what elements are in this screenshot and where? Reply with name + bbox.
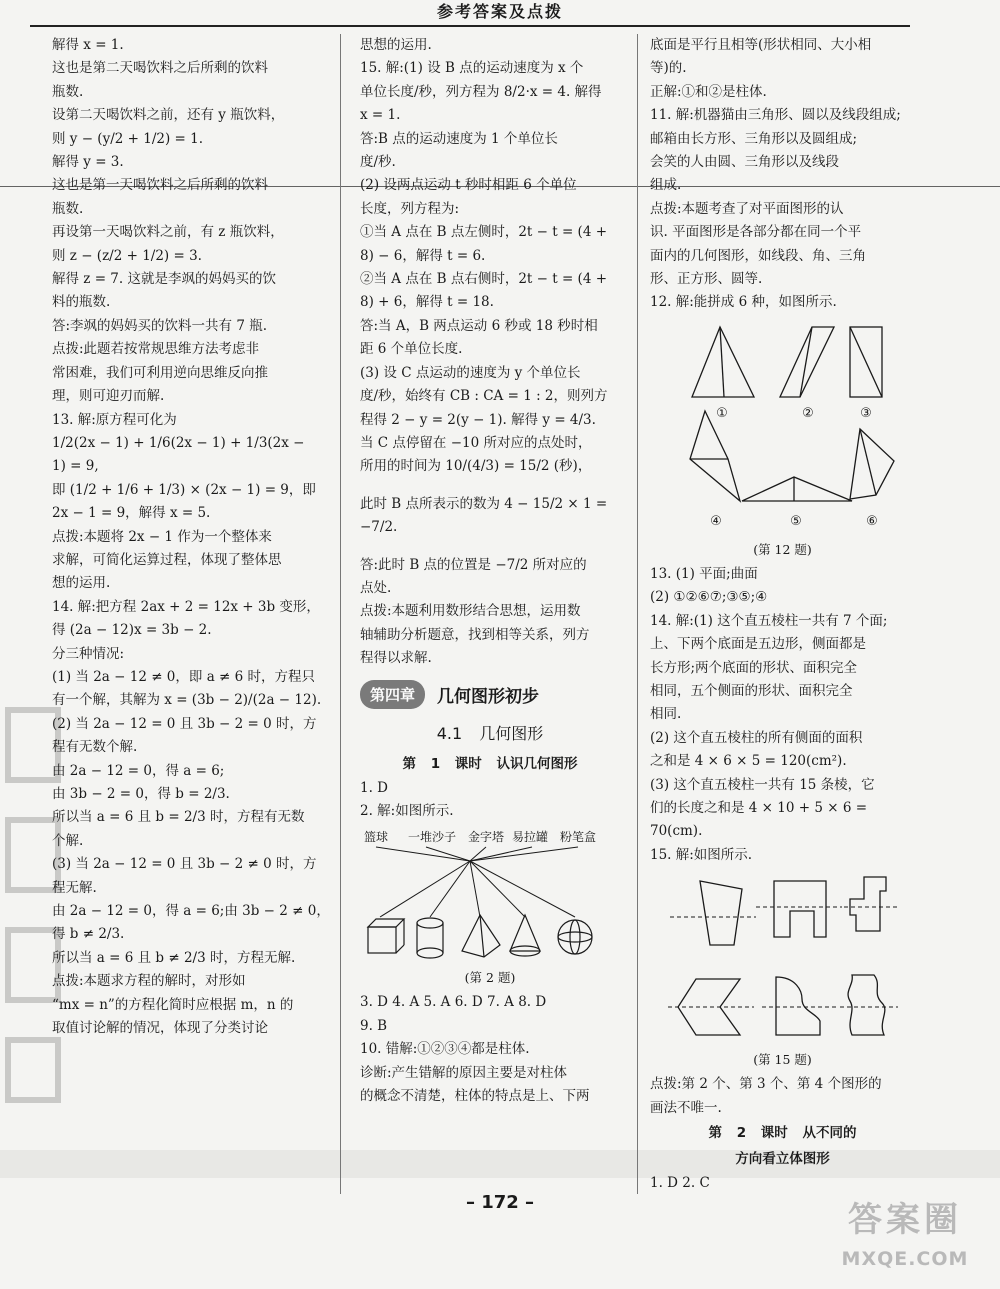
text-line: 点拨:本题求方程的解时，对形如	[52, 973, 246, 990]
text-line: 组成.	[650, 177, 682, 194]
middle-answers-part-3	[360, 991, 620, 1108]
text-line: 之和是 4 × 6 × 5 = 120(cm²).	[650, 753, 847, 770]
chapter-tag: 第四章	[360, 680, 425, 709]
text-line: 思想的运用.	[360, 37, 432, 53]
text-line: x = 1.	[360, 107, 401, 124]
text-line: 形、正方形、圆等.	[650, 271, 763, 288]
text-line: 12. 解:能拼成 6 种，如图所示.	[650, 294, 837, 311]
text-line: 8) − 6，解得 t = 6.	[360, 247, 486, 264]
rectangle-shape-3	[850, 327, 882, 397]
fig2-label-sand: 一堆沙子	[408, 830, 457, 845]
text-line: 底面是平行且相等(形状相同、大小相	[650, 37, 872, 53]
parallelogram-shape-2	[780, 327, 834, 397]
text-line: 取值讨论解的情况，体现了分类讨论	[52, 1020, 268, 1037]
text-line: 即 (1/2 + 1/6 + 1/3) × (2x − 1) = 9，即	[52, 481, 316, 498]
text-line: (3) 当 2a − 12 = 0 且 3b − 2 ≠ 0 时，方	[52, 856, 317, 873]
fig2-label-basketball: 篮球	[364, 830, 389, 845]
watermark-url: MXQE.COM	[841, 1248, 969, 1270]
text-line: ②当 A 点在 B 点右侧时，2t − t = (4 +	[360, 271, 608, 288]
section-title: 4.1 几何图形	[436, 723, 544, 743]
triangle-shape-1	[692, 327, 754, 397]
notched-shape	[678, 979, 740, 1035]
text-line: 得 b ≠ 2/3.	[52, 926, 125, 943]
figure-q15	[650, 871, 915, 1071]
text-line: 2. 解:如图所示.	[360, 802, 454, 819]
fig12-label-6: ⑥	[866, 513, 878, 529]
page-header: 参考答案及点拨	[436, 2, 563, 21]
text-line: 答:B 点的运动速度为 1 个单位长	[360, 130, 558, 147]
text-line: 1. D	[360, 779, 388, 796]
text-line: 们的长度之和是 4 × 10 + 5 × 6 =	[650, 799, 868, 816]
text-line: 由 2a − 12 = 0，得 a = 6;	[52, 762, 225, 779]
text-line: 1. D 2. C	[650, 1174, 710, 1191]
cone-icon	[510, 915, 540, 956]
text-line: 解得 y = 3.	[52, 154, 124, 171]
header-rule	[30, 25, 910, 27]
text-line: 长方形;两个底面的形状、面积完全	[650, 659, 858, 676]
figure-caption: (第 12 题)	[753, 541, 812, 557]
curved-shape	[776, 977, 820, 1035]
text-line: 8) + 6，解得 t = 18.	[360, 294, 494, 311]
text-line: 则 y − (y/2 + 1/2) = 1.	[52, 130, 204, 147]
text-line: 会笑的人由圆、三角形以及线段	[650, 154, 839, 171]
text-line: 10. 错解:①②③④都是柱体.	[360, 1041, 530, 1058]
lesson-title-line-1: 第 2 课时 从不同的	[708, 1124, 857, 1141]
text-line: 想的运用.	[52, 575, 111, 592]
text-line: 所以当 a = 6 且 b = 2/3 时，方程有无数	[52, 809, 305, 826]
text-line: 3. D 4. A 5. A 6. D 7. A 8. D	[360, 994, 547, 1011]
text-line: 有一个解，其解为 x = (3b − 2)/(2a − 12).	[52, 692, 322, 709]
text-line: 度/秒.	[360, 154, 396, 171]
sphere-icon	[558, 920, 592, 954]
text-line: 15. 解:(1) 设 B 点的运动速度为 x 个	[360, 60, 584, 77]
text-line: 常困难，我们可利用逆向思维反向推	[52, 364, 268, 381]
text-line: 相同.	[650, 706, 682, 723]
wavy-shape	[848, 975, 885, 1035]
dashed-axis-lines	[668, 907, 898, 1007]
figure-q2	[360, 827, 620, 989]
lesson-title-line-2: 方向看立体图形	[735, 1150, 830, 1167]
text-line: 2x − 1 = 9，解得 x = 5.	[52, 505, 211, 522]
fig12-label-2: ②	[802, 405, 814, 421]
right-answers-part-2	[650, 563, 915, 867]
text-line: 9. B	[360, 1017, 388, 1034]
text-line: 邮箱由长方形、三角形以及圆组成;	[650, 130, 858, 147]
text-line: 程无解.	[52, 879, 97, 896]
text-line: 这也是第一天喝饮料之后所剩的饮料	[52, 177, 268, 194]
text-line: (1) 当 2a − 12 ≠ 0，即 a ≠ 6 时，方程只	[52, 668, 316, 685]
text-line: 1) = 9,	[52, 458, 99, 475]
watermark-logo: 答案圈	[848, 1200, 962, 1240]
text-line	[360, 479, 620, 493]
text-line: 13. (1) 平面;曲面	[650, 565, 758, 582]
middle-answers-part-1	[360, 34, 620, 671]
text-line: 得 (2a − 12)x = 3b − 2.	[52, 622, 212, 639]
text-line: ①当 A 点在 B 点左侧时，2t − t = (4 +	[360, 224, 608, 241]
text-line: 程得以求解.	[360, 650, 432, 667]
text-line: 14. 解:把方程 2ax + 2 = 12x + 3b 变形，	[52, 598, 320, 615]
text-line: 面内的几何图形，如线段、角、三角	[650, 247, 866, 264]
text-line: 再设第一天喝饮料之前，有 z 瓶饮料，	[52, 224, 284, 241]
text-line: 70(cm).	[650, 823, 703, 840]
figure-caption: (第 15 题)	[753, 1052, 812, 1068]
text-line: 这也是第二天喝饮料之后所剩的饮料	[52, 60, 268, 77]
text-line: 轴辅助分析题意，找到相等关系，列方	[360, 626, 590, 643]
text-line: 点拨:本题考查了对平面图形的认	[650, 200, 844, 217]
text-line: 识. 平面图形是各部分都在同一个平	[650, 224, 862, 241]
text-line: 的概念不清楚，柱体的特点是上、下两	[360, 1088, 590, 1104]
text-line: 料的瓶数.	[52, 294, 111, 311]
text-line: 由 2a − 12 = 0，得 a = 6;由 3b − 2 ≠ 0，	[52, 903, 330, 920]
text-line: 画法不唯一.	[650, 1099, 722, 1116]
text-line: 距 6 个单位长度.	[360, 341, 463, 358]
fig12-label-5: ⑤	[790, 513, 802, 529]
text-line: (2) 这个直五棱柱的所有侧面的面积	[650, 729, 863, 746]
text-line: 等)的.	[650, 60, 687, 77]
text-line: 单位长度/秒，列方程为 8/2·x = 4. 解得	[360, 83, 602, 100]
text-line: 理，则可迎刃而解.	[52, 388, 165, 405]
cube-icon	[368, 919, 404, 953]
chapter-heading	[360, 677, 620, 713]
right-answers-part-3	[650, 1073, 915, 1120]
text-line: 程得 2 − y = 2(y − 1). 解得 y = 4/3.	[360, 411, 596, 428]
middle-column	[360, 34, 620, 1108]
text-line: 则 z − (z/2 + 1/2) = 3.	[52, 247, 202, 264]
fig2-connector-lines	[376, 847, 578, 917]
lesson-title: 第 1 课时 认识几何图形	[402, 755, 578, 772]
text-line: 答:当 A，B 两点运动 6 秒或 18 秒时相	[360, 317, 598, 334]
fig2-label-chalk-box: 粉笔盒	[560, 830, 597, 845]
text-line: “mx = n”的方程化简时应根据 m，n 的	[52, 996, 294, 1013]
text-line: 正解:①和②是柱体.	[650, 83, 767, 100]
fig2-label-pyramid: 金字塔	[468, 830, 505, 845]
text-line: −7/2.	[360, 519, 398, 536]
middle-answers-part-2	[360, 777, 620, 824]
column-divider	[637, 34, 638, 1194]
figure-q12	[650, 319, 915, 561]
text-line: (3) 这个直五棱柱一共有 15 条棱，它	[650, 776, 875, 793]
text-line: (2) ①②⑥⑦;③⑤;④	[650, 589, 768, 606]
right-answers-part-1	[650, 34, 915, 315]
text-line: 瓶数.	[52, 200, 84, 217]
text-line: 所用的时间为 10/(4/3) = 15/2 (秒)，	[360, 458, 592, 475]
text-line: 解得 x = 1.	[52, 37, 124, 53]
faded-side-decoration	[0, 700, 70, 1120]
text-line: 此时 B 点所表示的数为 4 − 15/2 × 1 =	[360, 495, 608, 512]
figure-caption: (第 2 题)	[464, 970, 516, 986]
wide-triangle-shape-5	[742, 477, 852, 501]
text-line: 答:此时 B 点的位置是 −7/2 所对应的	[360, 556, 587, 573]
left-column	[52, 34, 330, 1040]
chapter-title: 几何图形初步	[437, 687, 540, 708]
fig2-label-can: 易拉罐	[512, 830, 549, 845]
text-line: 所以当 a = 6 且 b ≠ 2/3 时，方程无解.	[52, 949, 296, 966]
text-line: 相同，五个侧面的形状、面积完全	[650, 682, 853, 699]
text-line: 11. 解:机器猫由三角形、圆以及线段组成;	[650, 107, 901, 124]
text-line	[360, 540, 620, 554]
text-line: 长度，列方程为:	[360, 200, 460, 217]
text-line: 设第二天喝饮料之前，还有 y 瓶饮料，	[52, 107, 285, 124]
trapezoid-shape	[700, 881, 742, 945]
text-line: 度/秒，始终有 CB : CA = 1 : 2，则列方	[360, 388, 608, 405]
fig12-label-3: ③	[860, 405, 872, 421]
text-line: (2) 当 2a − 12 = 0 且 3b − 2 = 0 时，方	[52, 715, 317, 732]
pyramid-icon	[462, 915, 500, 957]
text-line: (3) 设 C 点运动的速度为 y 个单位长	[360, 364, 581, 381]
text-line: 15. 解:如图所示.	[650, 846, 753, 863]
stepped-shape	[774, 881, 826, 937]
watermark	[820, 1196, 990, 1282]
text-line: 分三种情况:	[52, 645, 125, 662]
text-line: 诊断:产生错解的原因主要是对柱体	[360, 1064, 568, 1081]
text-line: 点处.	[360, 579, 392, 596]
text-line: 点拨:本题将 2x − 1 作为一个整体来	[52, 528, 272, 545]
staircase-shape	[850, 877, 886, 931]
page-number: – 172 –	[465, 1192, 535, 1213]
kite-shape-4	[690, 411, 740, 501]
text-line: 解得 z = 7. 这就是李飒的妈妈买的饮	[52, 271, 276, 288]
text-line: 点拨:此题若按常规思维方法考虑非	[52, 341, 260, 358]
text-line: 当 C 点停留在 −10 所对应的点处时，	[360, 434, 592, 451]
text-line: 点拨:第 2 个、第 3 个、第 4 个图形的	[650, 1076, 882, 1093]
text-line: 13. 解:原方程可化为	[52, 411, 177, 428]
column-divider	[340, 34, 341, 1194]
text-line: 14. 解:(1) 这个直五棱柱一共有 7 个面;	[650, 612, 888, 629]
right-column	[650, 34, 915, 1195]
cylinder-icon	[417, 918, 443, 958]
text-line: 个解.	[52, 832, 84, 849]
text-line: 点拨:本题利用数形结合思想，运用数	[360, 603, 581, 620]
text-line: 上、下两个底面是五边形，侧面都是	[650, 636, 866, 653]
text-line: 程有无数个解.	[52, 739, 138, 756]
text-line: 求解，可简化运算过程，体现了整体思	[52, 551, 282, 568]
text-line: (2) 设两点运动 t 秒时相距 6 个单位	[360, 177, 577, 194]
text-line: 瓶数.	[52, 83, 84, 100]
quadrilateral-shape-6	[850, 429, 894, 499]
text-line: 答:李飒的妈妈买的饮料一共有 7 瓶.	[52, 317, 268, 334]
fig12-label-4: ④	[710, 513, 722, 529]
fig12-label-1: ①	[716, 405, 728, 421]
text-line: 由 3b − 2 = 0，得 b = 2/3.	[52, 786, 230, 802]
text-line: 1/2(2x − 1) + 1/6(2x − 1) + 1/3(2x −	[52, 434, 305, 451]
